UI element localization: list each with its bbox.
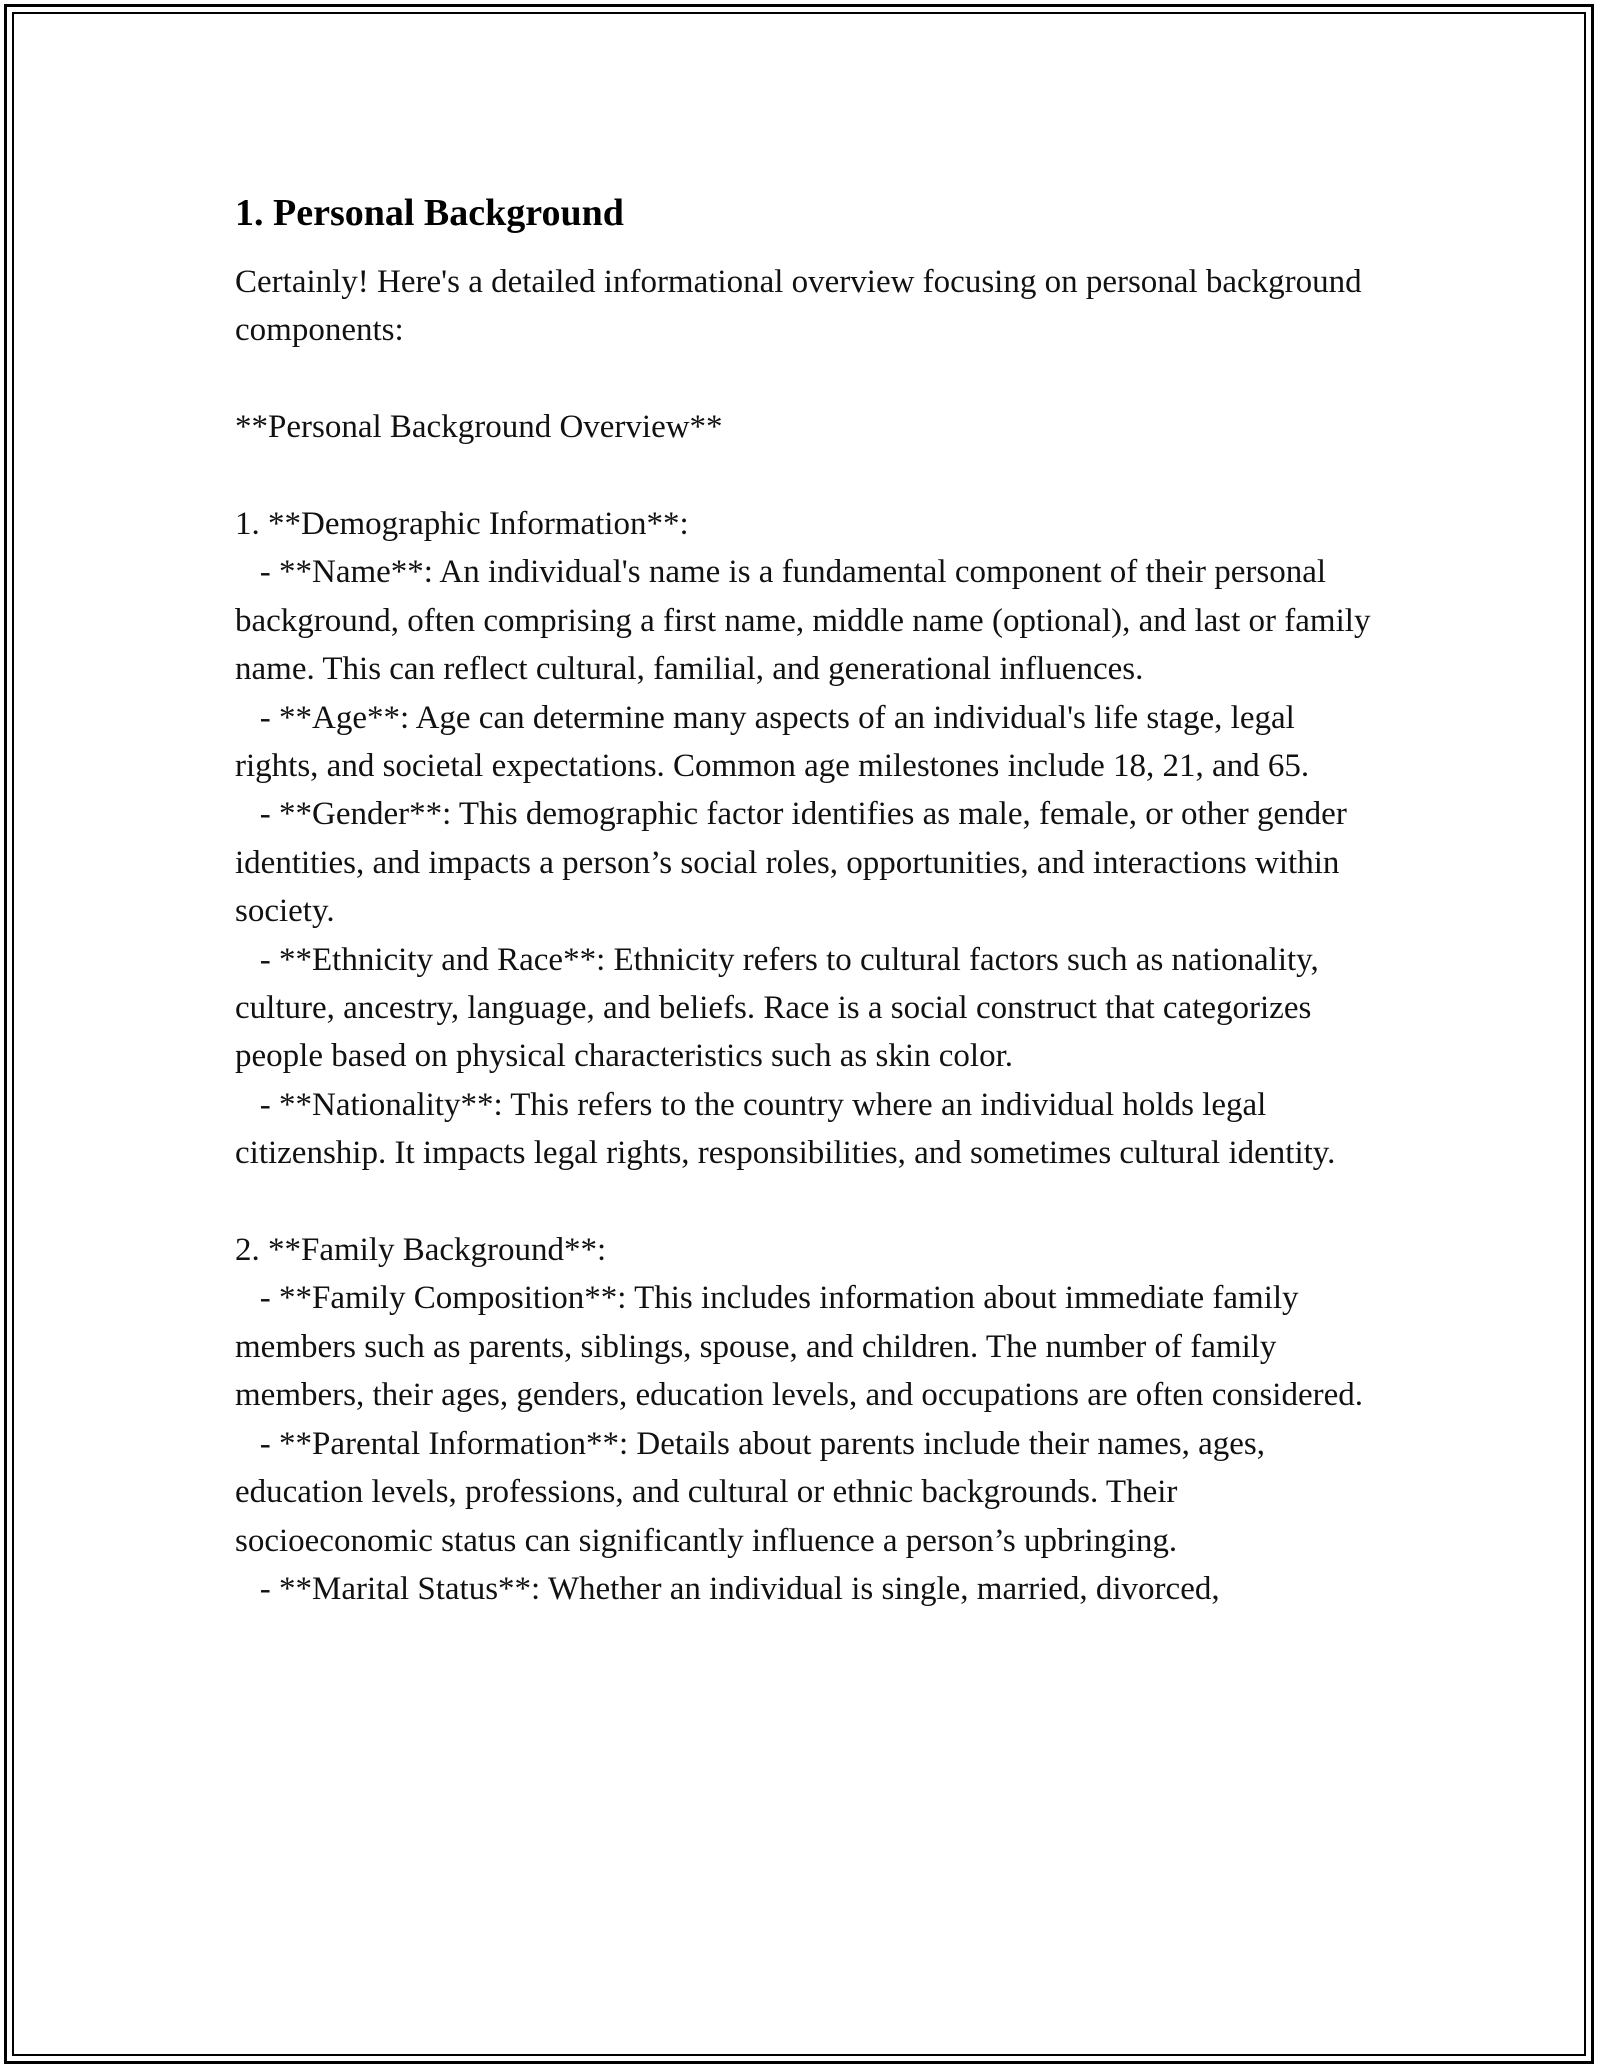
list-item-parental-information: - **Parental Information**: Details about parents include their names, ages, education levels, professions, and cultural or ethnic backgrounds. Their socioeconomic status can significantly influence a person’s upbringing.: [235, 1425, 1274, 1559]
section-demographic: [235, 500, 1379, 1178]
list-item-nationality: - **Nationality**: This refers to the country where an individual holds legal citizenship. It impacts legal rights, responsibilities, and sometimes cultural identity.: [235, 1086, 1336, 1172]
document-body: [235, 188, 1379, 1613]
section-title: 2. **Family Background**:: [235, 1232, 607, 1269]
list-item-ethnicity: - **Ethnicity and Race**: Ethnicity refers to cultural factors such as nationality, culture, ancestry, language, and beliefs. Race is a social construct that categorizes people based on physical characteristics such as skin color.: [235, 941, 1328, 1075]
page-title: 1. Personal Background: [235, 192, 624, 234]
list-item-marital-status: - **Marital Status**: Whether an individual is single, married, divorced,: [235, 1570, 1220, 1607]
overview-title: **Personal Background Overview**: [235, 409, 723, 446]
section-title: 1. **Demographic Information**:: [235, 506, 689, 542]
spacer: [235, 1178, 1375, 1226]
spacer: [235, 452, 1375, 500]
list-item-name: - **Name**: An individual's name is a fundamental component of their personal background, often comprising a first name, middle name (optional), and last or family name. This can reflect cultural, familial, and generational influences.: [235, 554, 1379, 688]
list-item-family-composition: - **Family Composition**: This includes information about immediate family members such as parents, siblings, spouse, and children. The number of family members, their ages, genders, education levels, and occupations are often considered.: [235, 1280, 1363, 1414]
list-item-age: - **Age**: Age can determine many aspects of an individual's life stage, legal rights, and societal expectations. Common age milestones include 18, 21, and 65.: [235, 699, 1310, 785]
list-item-gender: - **Gender**: This demographic factor identifies as male, female, or other gender identities, and impacts a person’s social roles, opportunities, and interactions within society.: [235, 796, 1356, 930]
intro-paragraph: Certainly! Here's a detailed informational overview focusing on personal background components:: [235, 264, 1370, 349]
section-family: [235, 1226, 1375, 1613]
spacer: [235, 355, 1375, 403]
